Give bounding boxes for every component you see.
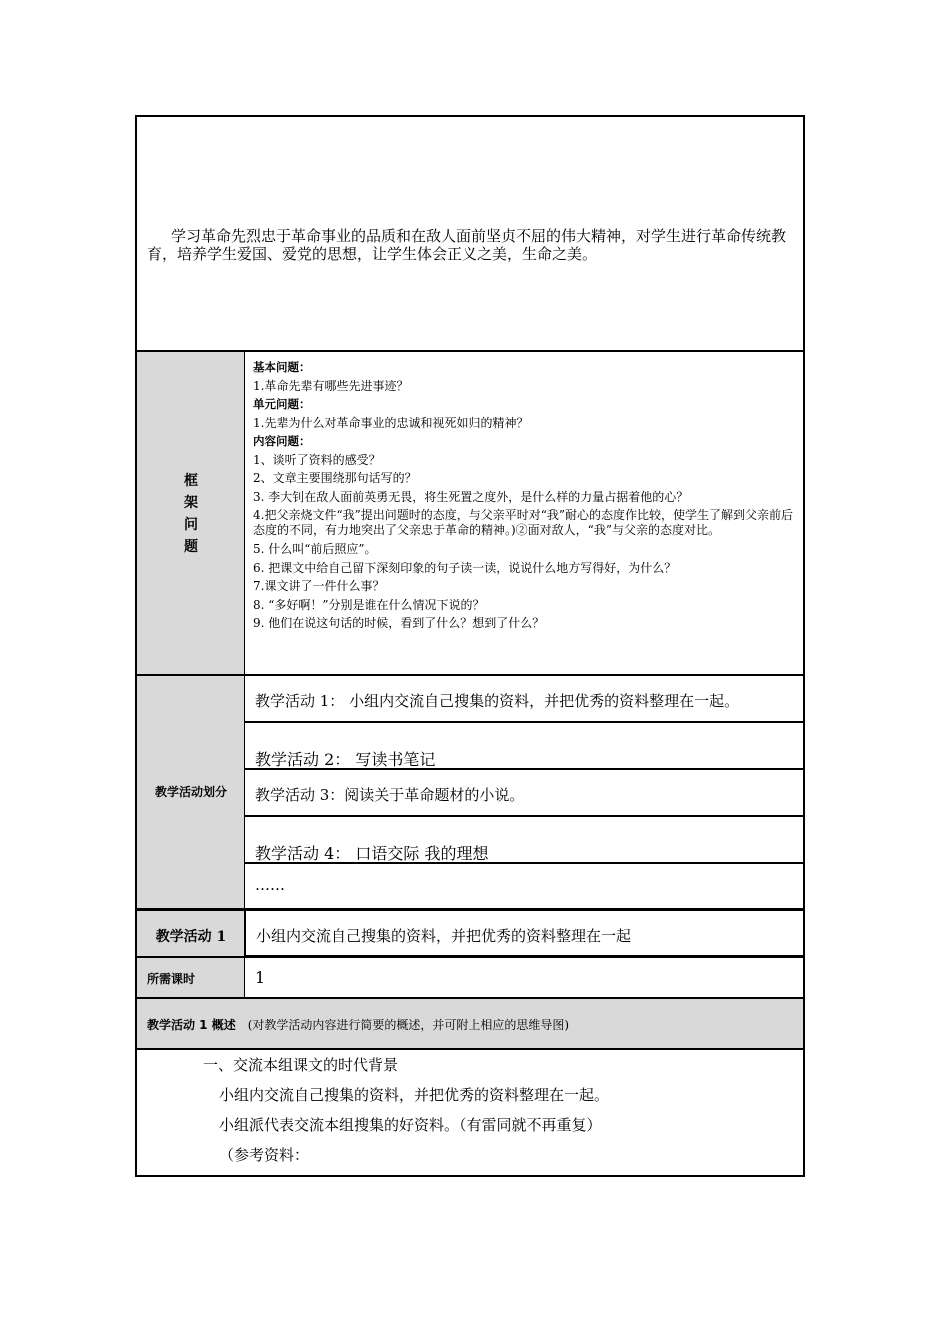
framework-questions-cell [244,351,805,675]
activity-row [244,863,805,909]
content-question: 1、谈听了资料的感受？ [253,452,381,467]
content-question: 5. 什么叫“前后照应”。 [253,542,377,556]
hours-label-cell [135,957,245,998]
content-question: 8. “多好啊！”分别是谁在什么情况下说的？ [253,597,485,612]
unit-questions-heading: 单元问题： [253,397,311,411]
hours-label: 所需课时 [147,972,196,986]
overview-line: （参考资料： [219,1146,310,1164]
activity-row [244,675,805,722]
content-question: 3. 李大钊在敌人面前英勇无畏，将生死置之度外，是什么样的力量占据着他的心？ [253,489,689,504]
overview-header-cell [135,998,805,1049]
activity-item: …… [255,876,285,894]
activity-item: 教学活动 2： 写读书笔记 [255,750,436,769]
overview-body-cell [135,1049,805,1177]
activity-row [244,769,805,816]
objective-cell [135,115,805,351]
activity1-label-cell [135,909,245,957]
content-question: 4.把父亲烧文件“我”提出问题时的态度，与父亲平时对“我”耐心的态度作比较，使学生了解到父亲前后态度的不同，有力地突出了父亲忠于革命的精神。)②面对敌人，“我”与父亲的态度对比。 [253,508,793,537]
overview-hint: (对教学活动内容进行简要的概述，并可附上相应的思维导图) [247,1018,570,1032]
content-question: 2、文章主要围绕那句话写的？ [253,471,417,485]
overview-line: 一、交流本组课文的时代背景 [203,1056,399,1074]
activity-row [244,816,805,863]
unit-question: 1.先辈为什么对革命事业的忠诚和视死如归的精神？ [253,415,529,430]
overview-label: 教学活动 1 概述 [147,1018,236,1032]
activity1-label: 教学活动 1 [155,929,227,945]
overview-line: 小组内交流自己搜集的资料，并把优秀的资料整理在一起。 [219,1086,610,1104]
activity-item: 教学活动 3：阅读关于革命题材的小说。 [255,786,525,804]
activity-item: 教学活动 4： 口语交际 我的理想 [255,844,489,863]
basic-questions-heading: 基本问题： [253,360,311,374]
hours-value-cell [244,957,805,998]
activity-row [244,722,805,769]
framework-questions-label-cell [135,351,245,675]
overview-line: 小组派代表交流本组搜集的好资料。（有雷同就不再重复） [219,1116,602,1134]
basic-question: 1.革命先辈有哪些先进事迹？ [253,378,409,393]
activity1-value: 小组内交流自己搜集的资料，并把优秀的资料整理在一起 [256,927,632,945]
activity1-value-cell [244,909,805,957]
content-question: 7.课文讲了一件什么事？ [253,579,385,593]
activities-division-label: 教学活动划分 [154,785,227,799]
overview-header [147,1016,569,1033]
framework-questions-label: 框 架 问 题 [184,473,198,555]
content-question: 9. 他们在说这句话的时候，看到了什么？想到了什么？ [253,616,545,630]
activities-division-label-cell [135,675,245,909]
activity-item: 教学活动 1： 小组内交流自己搜集的资料，并把优秀的资料整理在一起。 [255,692,740,710]
hours-value: 1 [255,968,266,987]
content-question: 6. 把课文中给自己留下深刻印象的句子读一读，说说什么地方写得好，为什么？ [253,560,677,575]
objective-text: 学习革命先烈忠于革命事业的品质和在敌人面前坚贞不屈的伟大精神，对学生进行革命传统教育，培养学生爱国、爱党的思想，让学生体会正义之美，生命之美。 [147,227,787,263]
content-questions-heading: 内容问题： [253,434,311,448]
